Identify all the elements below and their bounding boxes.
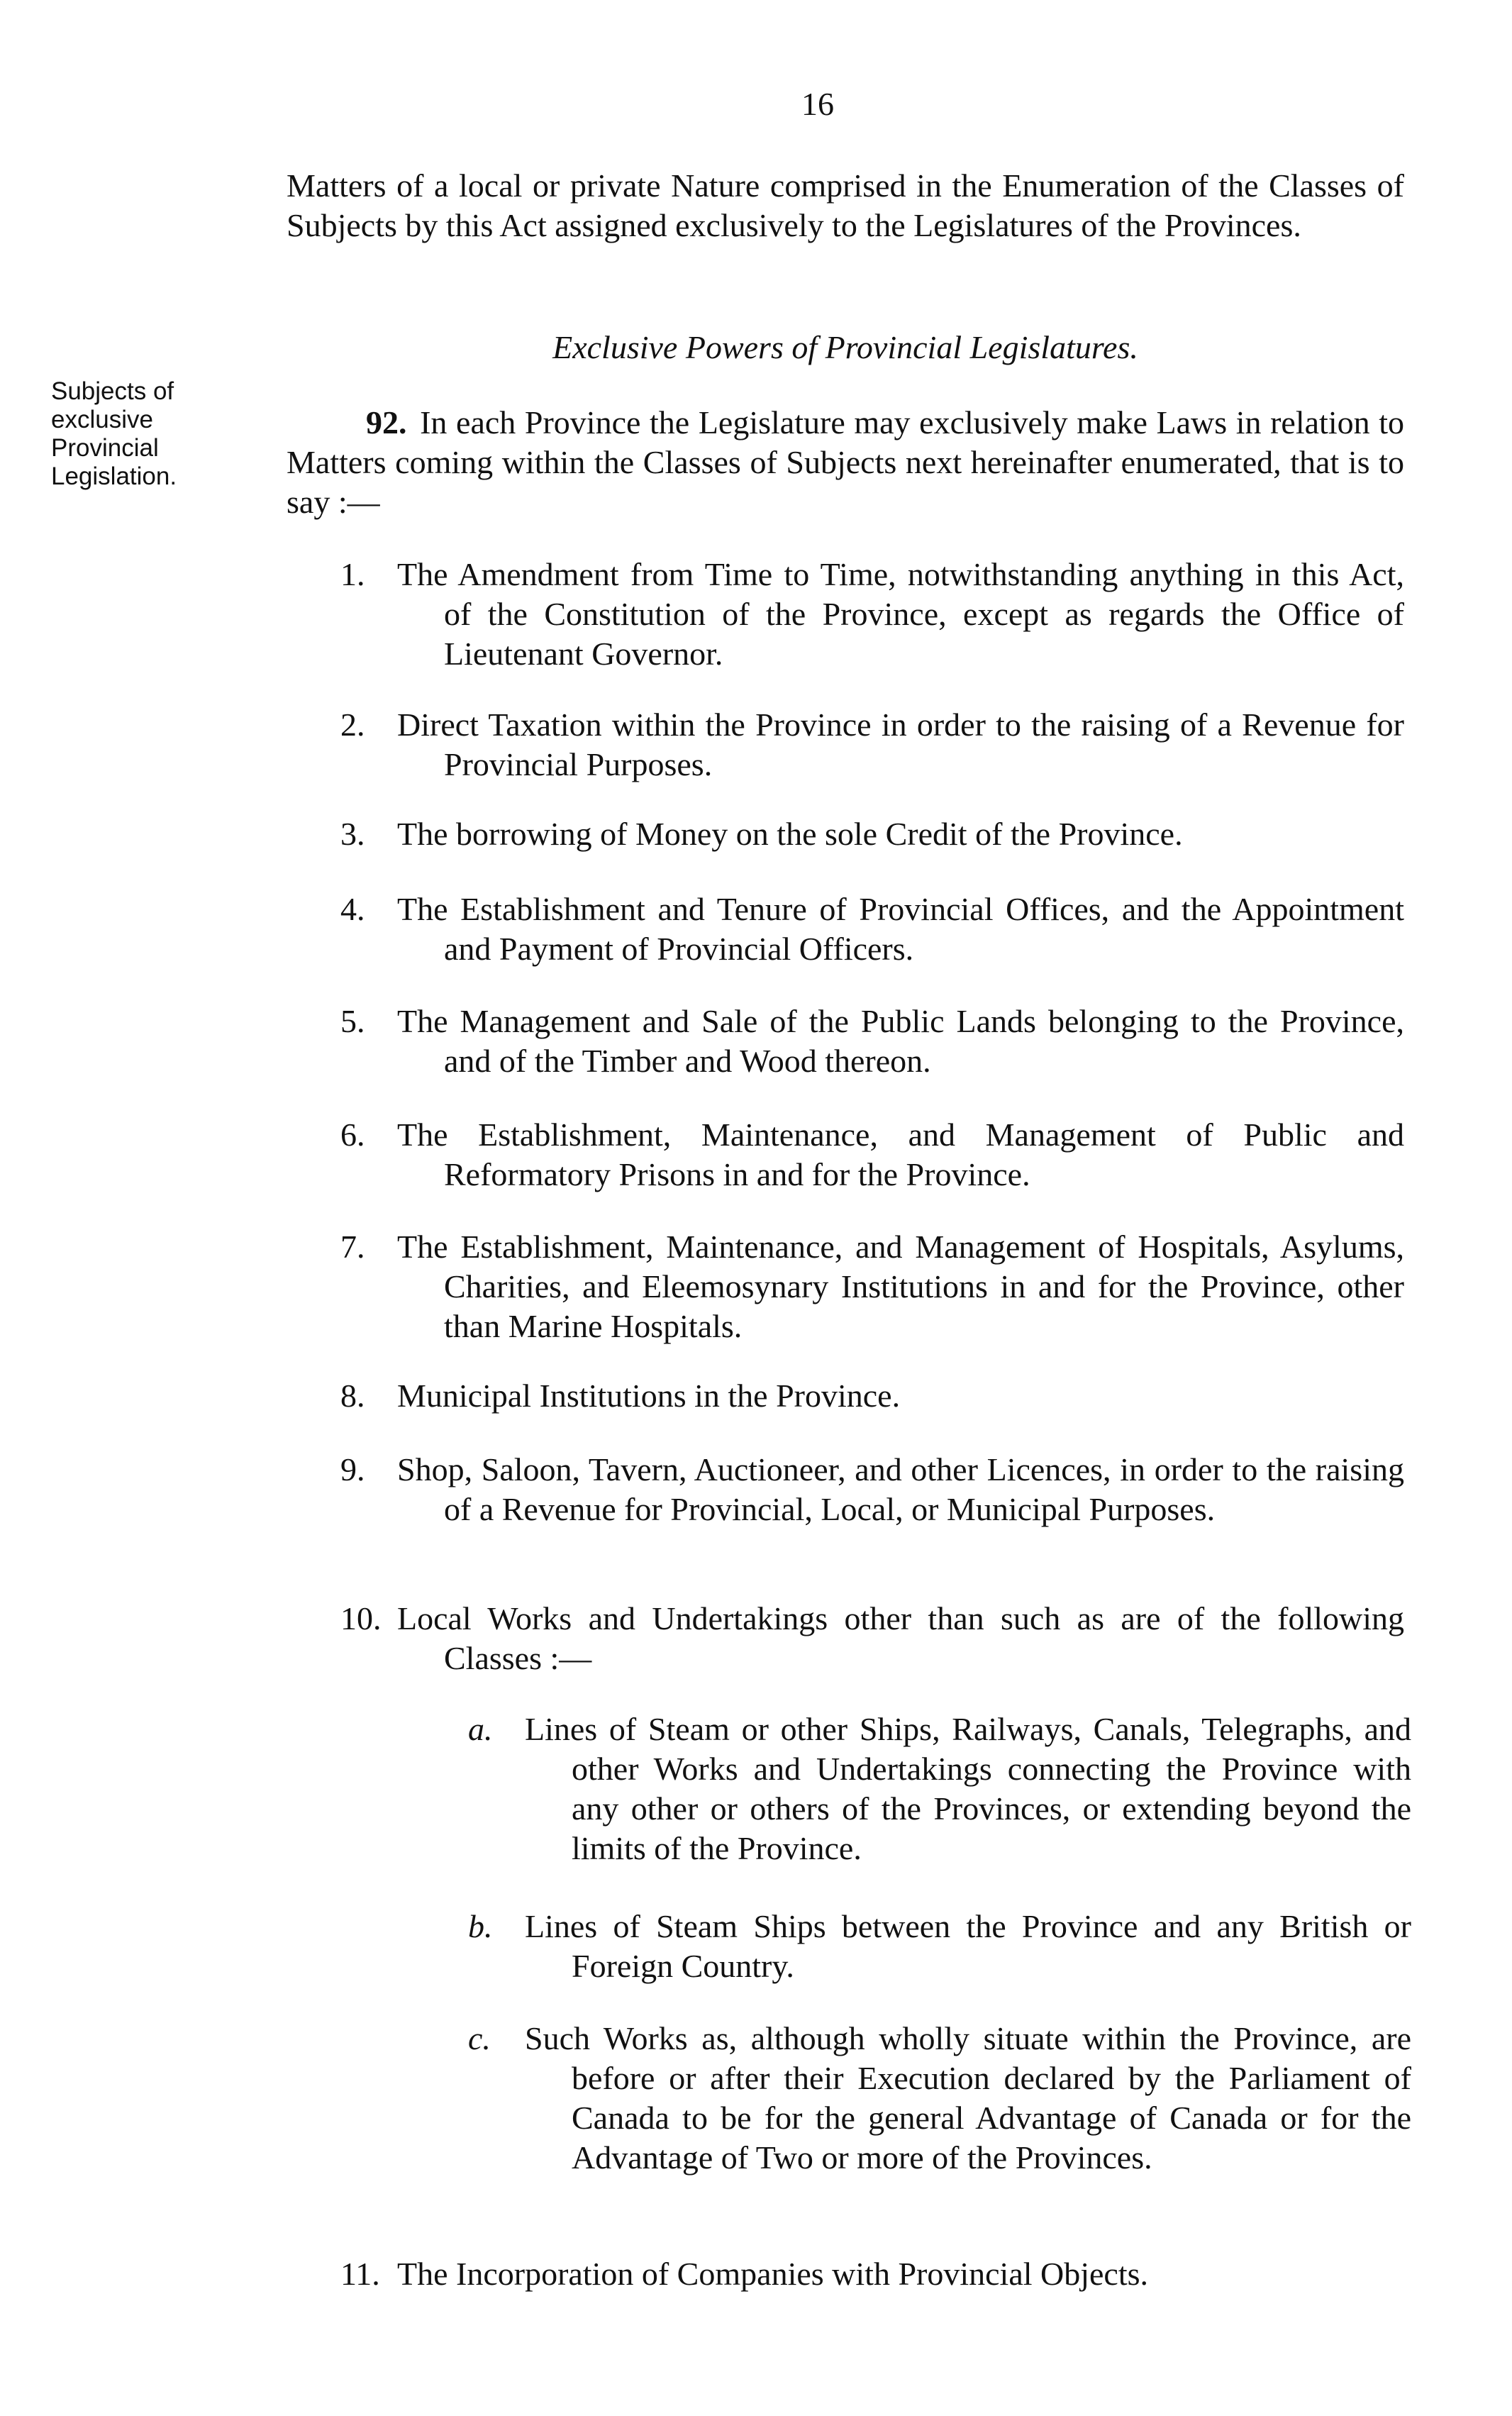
item-number: 3. xyxy=(340,816,365,852)
item-number: 4. xyxy=(340,891,365,927)
list-item xyxy=(340,555,1404,674)
item-text: The Establishment, Maintenance, and Management of Hospitals, Asylums, Charities, and Eleemosynary Institutions in and for the Province, other than Marine Hospitals. xyxy=(397,1229,1404,1344)
item-number: 8. xyxy=(340,1378,365,1414)
sub-list-item xyxy=(468,1710,1411,1868)
list-item xyxy=(340,2254,1404,2294)
sub-item-text: Such Works as, although wholly situate within the Province, are before or after their Execution declared by the Parliament of Canada to be for the general Advantage of Canada or for the Advantage of Two or more of the Provinces. xyxy=(525,2020,1411,2176)
list-item xyxy=(340,1002,1404,1081)
item-number: 1. xyxy=(340,556,365,592)
item-text: Shop, Saloon, Tavern, Auctioneer, and other Licences, in order to the raising of a Revenue for Provincial, Local, or Municipal Purposes. xyxy=(397,1451,1404,1527)
intro-paragraph: Matters of a local or private Nature comprised in the Enumeration of the Classes of Subjects by this Act assigned exclusively to the Legislatures of the Provinces. xyxy=(287,167,1404,243)
sub-item-letter: b. xyxy=(468,1908,493,1944)
item-text: Municipal Institutions in the Province. xyxy=(397,1378,901,1414)
list-item xyxy=(340,1227,1404,1346)
item-text: The Establishment and Tenure of Provincial Offices, and the Appointment and Payment of Provincial Officers. xyxy=(397,891,1404,967)
item-text: The Amendment from Time to Time, notwithstanding anything in this Act, of the Constitution of the Province, except as regards the Office of Lieutenant Governor. xyxy=(397,556,1404,672)
sub-item-text: Lines of Steam Ships between the Province and any British or Foreign Country. xyxy=(525,1908,1411,1984)
item-number: 5. xyxy=(340,1003,365,1039)
item-number: 2. xyxy=(340,706,365,743)
sub-list-item xyxy=(468,2019,1411,2178)
list-item xyxy=(340,705,1404,785)
item-text: The Incorporation of Companies with Provincial Objects. xyxy=(397,2256,1149,2292)
item-text: The Establishment, Maintenance, and Management of Public and Reformatory Prisons in and for the Province. xyxy=(397,1116,1404,1192)
marginal-note: Subjects of exclusive Provincial Legislation. xyxy=(51,377,177,490)
list-item xyxy=(340,890,1404,969)
sub-item-text: Lines of Steam or other Ships, Railways, Canals, Telegraphs, and other Works and Undertakings connecting the Province with any other or others of the Provinces, or extending beyond the limits of the Province. xyxy=(525,1711,1411,1866)
list-item xyxy=(340,814,1404,854)
list-item xyxy=(340,1450,1404,1529)
item-number: 10. xyxy=(340,1600,382,1636)
section-text: In each Province the Legislature may exclusively make Laws in relation to Matters coming within the Classes of Subjects next hereinafter enumerated, that is to say :— xyxy=(287,404,1404,520)
section-number: 92. xyxy=(366,404,407,440)
section-92-paragraph xyxy=(287,403,1404,522)
item-number: 7. xyxy=(340,1229,365,1265)
item-text: The borrowing of Money on the sole Credit of the Province. xyxy=(397,816,1183,852)
sub-list-item xyxy=(468,1907,1411,1986)
item-number: 9. xyxy=(340,1451,365,1487)
sub-item-letter: a. xyxy=(468,1711,493,1747)
item-number: 6. xyxy=(340,1116,365,1153)
item-text: Local Works and Undertakings other than such as are of the following Classes :— xyxy=(397,1600,1404,1676)
sub-item-letter: c. xyxy=(468,2020,491,2056)
item-text: Direct Taxation within the Province in order to the raising of a Revenue for Provincial Purposes. xyxy=(397,706,1404,782)
item-number: 11. xyxy=(340,2256,380,2292)
section-heading: Exclusive Powers of Provincial Legislatures. xyxy=(552,329,1138,365)
list-item xyxy=(340,1376,1404,1416)
item-text: The Management and Sale of the Public Lands belonging to the Province, and of the Timber and Wood thereon. xyxy=(397,1003,1404,1079)
list-item xyxy=(340,1599,1404,1678)
page-number: 16 xyxy=(801,86,834,122)
list-item xyxy=(340,1115,1404,1195)
